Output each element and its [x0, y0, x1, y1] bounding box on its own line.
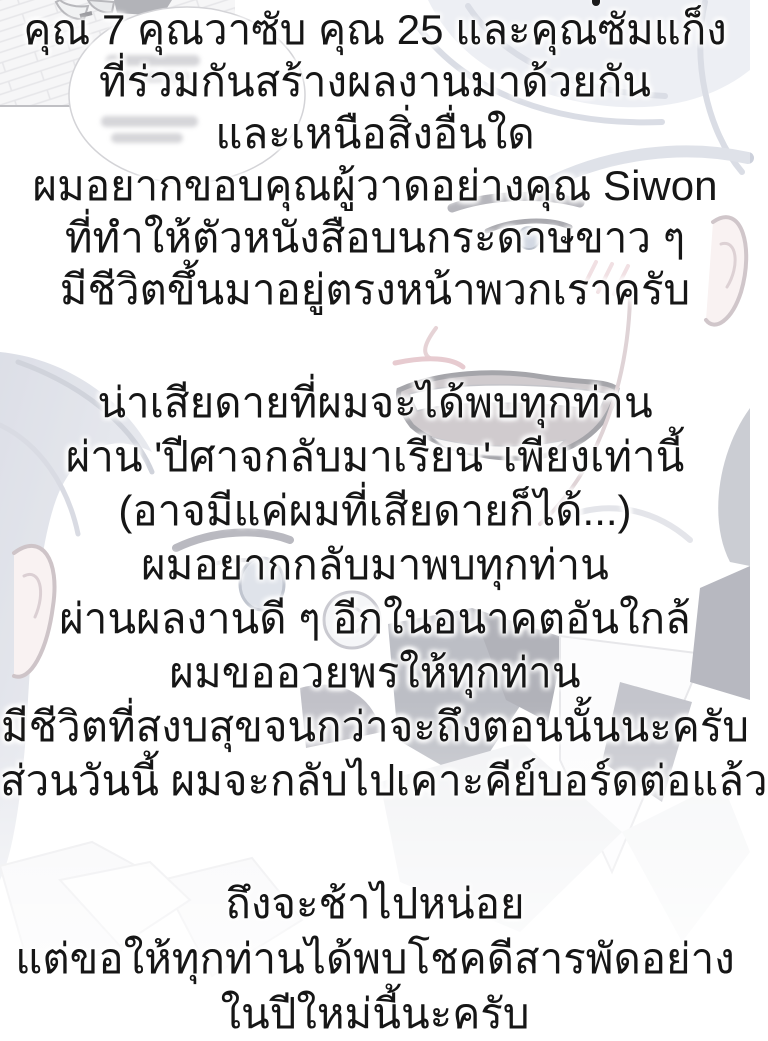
- afterword-line: คุณ 7 คุณวาซับ คุณ 25 และคุณซัมแก็ง: [23, 6, 727, 53]
- afterword-line: ในปีใหม่นี้นะครับ: [220, 990, 530, 1037]
- afterword-line: และเหนือสิ่งอื่นใด: [215, 110, 535, 157]
- afterword-line: น่าเสียดายที่ผมจะได้พบทุกท่าน: [97, 379, 653, 426]
- afterword-line: ผ่านผลงานดี ๆ อีกในอนาคตอันใกล้: [59, 595, 691, 642]
- afterword-paragraph-1: [0, 4, 750, 316]
- afterword-line: ถึงจะช้าไปหน่อย: [225, 880, 525, 927]
- afterword-line: แต่ขอให้ทุกท่านได้พบโชคดีสารพัดอย่าง: [15, 935, 735, 982]
- afterword-line: ผมขออวยพรให้ทุกท่าน: [169, 649, 581, 696]
- afterword-line: มีชีวิตที่สงบสุขจนกว่าจะถึงตอนนั้นนะครับ: [0, 703, 750, 750]
- afterword-paragraph-3: [0, 876, 750, 1041]
- afterword-line: ส่วนวันนี้ ผมจะกลับไปเคาะคีย์บอร์ดต่อแล้ว: [0, 757, 768, 804]
- afterword-line: มีชีวิตขึ้นมาอยู่ตรงหน้าพวกเราครับ: [59, 266, 691, 313]
- afterword-line: ที่ทำให้ตัวหนังสือบนกระดาษขาว ๆ: [64, 214, 686, 261]
- afterword-paragraph-2: [0, 376, 768, 808]
- afterword-line: (อาจมีแค่ผมที่เสียดายก็ได้...): [118, 487, 632, 534]
- afterword-line: ผมอยากกลับมาพบทุกท่าน: [141, 541, 609, 588]
- afterword-line: ที่ร่วมกันสร้างผลงานมาด้วยกัน: [99, 58, 651, 105]
- afterword-line: ผ่าน 'ปีศาจกลับมาเรียน' เพียงเท่านี้: [65, 433, 685, 480]
- afterword-line: ผมอยากขอบคุณผู้วาดอย่างคุณ Siwon: [32, 162, 718, 209]
